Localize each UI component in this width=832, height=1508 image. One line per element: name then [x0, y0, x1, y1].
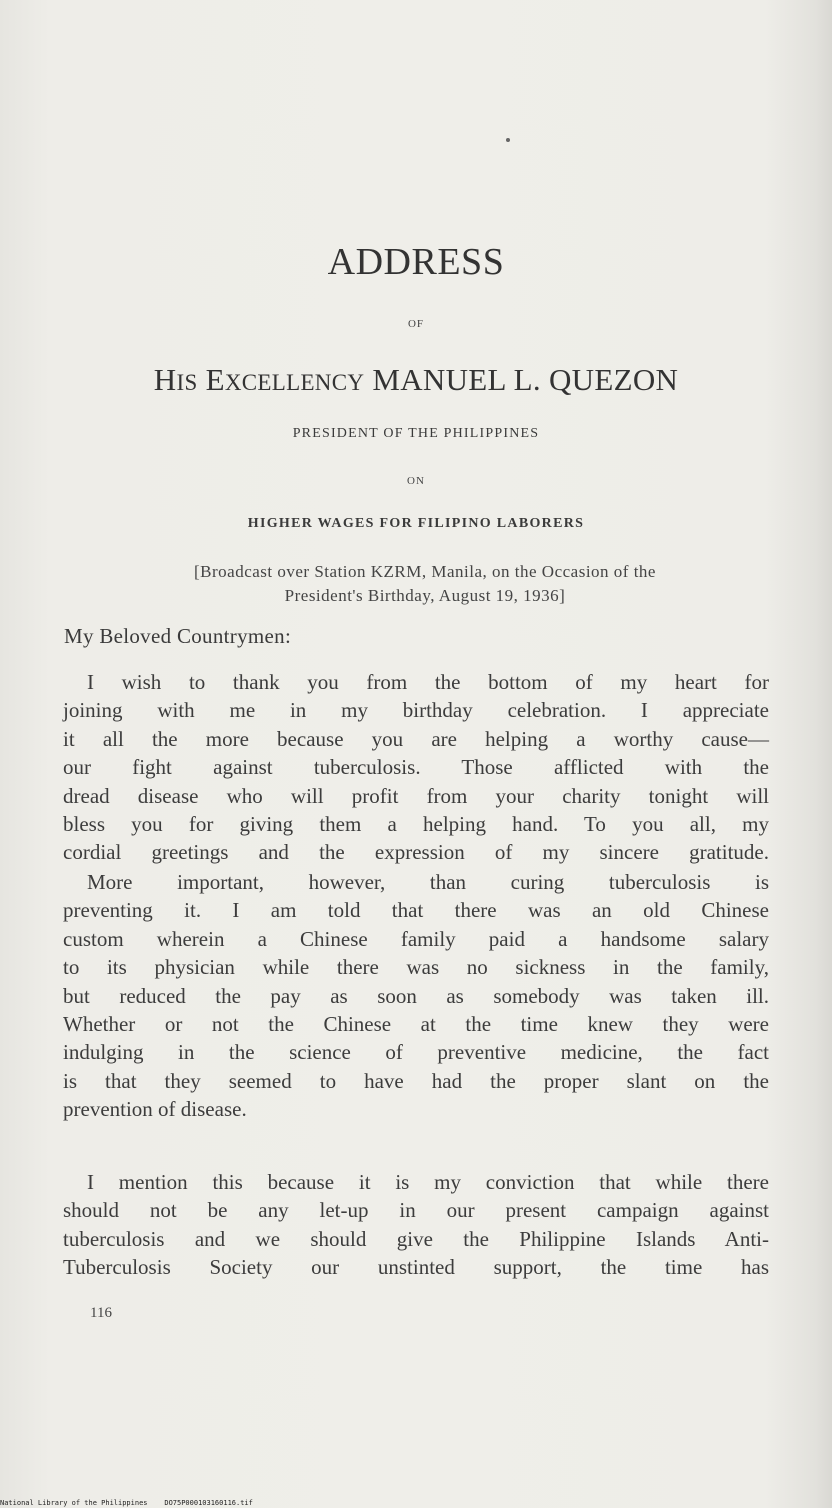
paragraph-line: prevention of disease.	[63, 1097, 247, 1122]
paragraph-line: is that they seemed to have had the proper slant on the	[63, 1068, 769, 1093]
paragraph-line: tuberculosis and we should give the Philippine Islands Anti-	[63, 1226, 769, 1251]
paragraph-line: preventing it. I am told that there was an old Chinese	[63, 898, 769, 923]
paragraph-line: should not be any let-up in our present campaign against	[63, 1198, 769, 1223]
paragraph-line: I wish to thank you from the bottom of my heart for	[87, 670, 769, 694]
paragraph-line: custom wherein a Chinese family paid a handsome salary	[63, 926, 769, 951]
speaker-line	[0, 362, 832, 398]
paragraph-2	[63, 868, 769, 1124]
broadcast-line-2: President's Birthday, August 19, 1936]	[284, 586, 566, 605]
scan-footer: National Library of the Philippines DO75P000103160116.tif	[0, 1499, 253, 1507]
document-title: ADDRESS	[327, 241, 505, 283]
paragraph-line: our fight against tuberculosis. Those afflicted with the	[63, 755, 769, 780]
broadcast-note	[70, 560, 780, 608]
paragraph-line: cordial greetings and the expression of my sincere gratitude.	[63, 840, 769, 865]
paragraph-3	[63, 1168, 769, 1282]
paragraph-line: Whether or not the Chinese at the time knew they were	[63, 1012, 769, 1037]
paragraph-line: but reduced the pay as soon as somebody was taken ill.	[63, 983, 769, 1008]
speaker-name: MANUEL L. QUEZON	[372, 362, 679, 397]
ink-speck	[506, 138, 510, 142]
paragraph-line: indulging in the science of preventive medicine, the fact	[63, 1040, 769, 1065]
address-subject: HIGHER WAGES FOR FILIPINO LABORERS	[247, 516, 585, 531]
paragraph-line: Tuberculosis Society our unstinted support, the time has	[63, 1255, 769, 1280]
speaker-position: PRESIDENT OF THE PHILIPPINES	[292, 426, 540, 441]
paragraph-line: dread disease who will profit from your charity tonight will	[63, 783, 769, 808]
paragraph-line: More important, however, than curing tuberculosis is	[87, 870, 769, 894]
paragraph-1	[63, 668, 769, 867]
speaker-prefix: HIS EXCELLENCY	[153, 362, 365, 397]
paragraph-line: joining with me in my birthday celebration. I appreciate	[63, 698, 769, 723]
salutation: My Beloved Countrymen:	[64, 624, 292, 648]
paragraph-line: bless you for giving them a helping hand. To you all, my	[63, 812, 769, 837]
broadcast-line-1: [Broadcast over Station KZRM, Manila, on the Occasion of the	[194, 562, 656, 581]
paragraph-line: to its physician while there was no sickness in the family,	[63, 955, 769, 980]
paragraph-line: I mention this because it is my conviction that while there	[87, 1170, 769, 1194]
of-label: OF	[407, 318, 425, 330]
paragraph-line: it all the more because you are helping a worthy cause—	[63, 726, 769, 751]
on-label: ON	[407, 475, 425, 487]
page-number: 116	[90, 1305, 112, 1321]
